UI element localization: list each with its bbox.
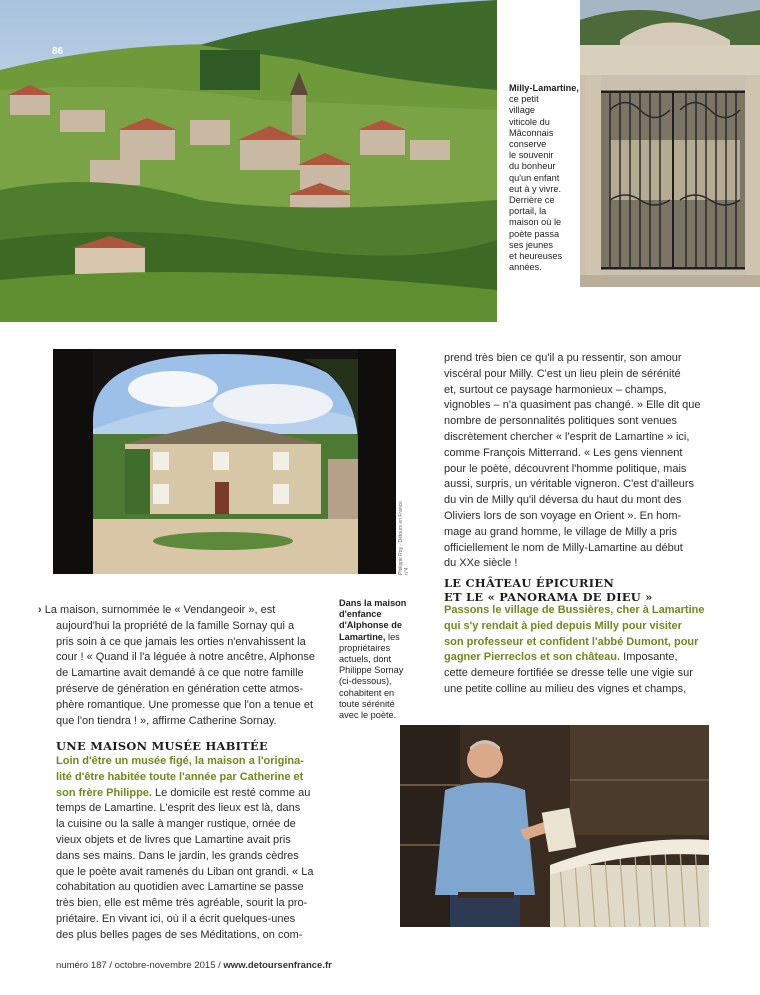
text-line: toute sérénité (339, 698, 395, 709)
text-span: préserve de génération en génération cette atmos- (56, 682, 304, 695)
issue-number: numéro 187 (56, 960, 107, 971)
text-line: avec le poète. (339, 710, 397, 721)
section-chateau-title-line2: ET LE « PANORAMA DE DIEU » (444, 590, 653, 604)
text-line: une petite colline au milieu des vignes et champs, (444, 682, 687, 695)
section-maison-title: UNE MAISON MUSÉE HABITÉE (56, 739, 268, 753)
text-line: la cuisine ou la salle à manger rustique, ornée de (56, 818, 296, 831)
text-line (38, 666, 330, 682)
text-line: priétaire. En vivant ici, où il a écrit quelques-unes (56, 912, 296, 925)
text-span: son professeur et confident l'abbé Dumont, pour (444, 635, 699, 648)
text-span: lité d'être habitée toute l'année par Catherine et (56, 770, 304, 783)
text-line: des plus belles pages de ses Méditations, on com- (56, 928, 303, 941)
village-landscape-illustration (0, 0, 497, 322)
text-span: Le domicile est resté comme au (151, 786, 311, 799)
section-maison-body (56, 754, 332, 944)
text-line (38, 682, 330, 698)
text-line: propriétaires (339, 642, 391, 653)
text-line: du vin de Milly qu'il déversa du haut du mont des (444, 494, 682, 507)
section-chateau-title-line1: LE CHÂTEAU ÉPICURIEN (444, 576, 615, 590)
article-right-top (444, 351, 712, 572)
text-line: ses jeunes (509, 239, 553, 250)
text-line: et, surtout ce paysage harmonieux – champs, (444, 383, 667, 396)
text-span: La maison, surnommée le « Vendangeoir », est (44, 604, 276, 616)
text-line: maison où le (509, 217, 562, 228)
text-line: d'Alphonse de (339, 620, 402, 631)
text-line: conserve (509, 139, 547, 150)
text-line: poète passa (509, 228, 560, 239)
text-line: du bonheur (509, 161, 556, 172)
text-line: aussi, surpris, un véritable vigneron. C'est d'ailleurs (444, 478, 694, 491)
text-line: cette demeure fortifiée se dresse telle une vigie sur (444, 667, 693, 680)
text-line: vieux objets et de livres que Lamartine avait pris (56, 833, 291, 846)
text-span: › (38, 604, 45, 616)
text-line: d'enfance (339, 609, 382, 620)
text-line (38, 635, 330, 651)
footer-separator: / (215, 960, 224, 971)
house-photo (53, 349, 396, 574)
text-line (38, 619, 330, 635)
text-span: qui s'y rendait à pied depuis Milly pour visiter (444, 619, 682, 632)
text-span: aujourd'hui la propriété de la famille Sornay qui a (56, 619, 295, 632)
text-line: Mâconnais (509, 127, 554, 138)
text-line: viticole du (509, 116, 550, 127)
text-line: que le poète avait ramenés du Liban ont grandi. « La (56, 865, 314, 878)
photo-credit: Philippe Roy · Détours en France n°4 (398, 501, 410, 575)
text-span: gagner Pierreclos et son château. (444, 651, 621, 664)
text-line: ce petit (509, 94, 539, 105)
text-line: viscéral pour Milly. C'est un lieu plein de sérénité (444, 367, 681, 380)
text-line: Derrière ce (509, 195, 555, 206)
text-line (56, 770, 332, 786)
text-span: Passons le village de Bussières, cher à Lamartine (444, 604, 705, 616)
text-span: de Lamartine avait demandé à ce que notre famille (56, 667, 304, 680)
text-line (38, 650, 330, 666)
text-span: cour ! « Quand il l'a léguée à notre ancêtre, Alphonse (56, 651, 315, 664)
text-span: phère romantique. Une promesse que l'on a tenue et (56, 698, 314, 711)
text-line: nombre de personnalités politiques sont venues (444, 415, 677, 428)
text-line: actuels, dont (339, 654, 392, 665)
text-line (56, 786, 332, 802)
text-line: prend très bien ce qu'il a pu ressentir, son amour (444, 352, 682, 364)
text-line: temps de Lamartine. L'esprit des lieux est là, dans (56, 802, 301, 815)
text-line (38, 714, 330, 730)
man-with-books-illustration (400, 725, 709, 927)
text-line: Lamartine, les (339, 631, 400, 642)
iron-gate-illustration (580, 0, 760, 287)
philippe-photo (400, 725, 709, 927)
text-span: pris soin à ce que jamais les orties n'envahissent la (56, 635, 306, 648)
text-line: dans ses mains. Dans le jardin, les grands cèdres (56, 849, 299, 862)
text-line: Philippe Sornay (339, 665, 404, 676)
text-line: comme François Mitterrand. « Les gens viennent (444, 446, 683, 459)
text-line: Oliviers lors de son voyage en Orient ». En hom- (444, 509, 682, 522)
village-caption-text (509, 94, 579, 273)
text-line: (ci-dessous), (339, 676, 392, 687)
text-line: officiellement le nom de Milly-Lamartine au début (444, 541, 683, 554)
text-line: très bien, elle est même très agréable, sourit la pro- (56, 897, 308, 910)
text-line (38, 603, 330, 619)
text-line: vignobles – n'a quasiment pas changé. » Elle dit que (444, 399, 701, 412)
gate-photo (580, 0, 760, 287)
text-span: Imposante, (620, 651, 678, 664)
text-line: le souvenir (509, 150, 554, 161)
text-span: que l'on tiendra ! », affirme Catherine Sornay. (56, 714, 277, 727)
text-line: cohabitent en (339, 687, 395, 698)
text-line: discrètement chercher « l'esprit de Lamartine » ici, (444, 430, 690, 443)
footer-separator: / (106, 960, 115, 971)
text-line (444, 635, 712, 651)
text-line (444, 603, 712, 619)
text-line (56, 754, 332, 770)
article-left-top (38, 603, 330, 729)
village-photo (0, 0, 497, 322)
website-link[interactable]: www.detoursenfrance.fr (223, 960, 332, 971)
text-line: du XXe siècle ! (444, 557, 518, 570)
text-line: pour le poète, découvrent l'homme politique, mais (444, 462, 687, 475)
village-caption-title: Milly-Lamartine, (509, 83, 579, 93)
text-line: eut à y vivre. (509, 183, 562, 194)
issue-date: octobre-novembre 2015 (114, 960, 216, 971)
text-line: qu'un enfant (509, 172, 560, 183)
owners-caption-text (339, 643, 421, 721)
section-chateau-body (444, 603, 712, 698)
text-line: et heureuses (509, 251, 563, 262)
text-line: cohabitation au quotidien avec Lamartine se passe (56, 881, 304, 894)
text-line: années. (509, 262, 542, 273)
page-footer (56, 960, 332, 971)
text-span: les (385, 631, 400, 642)
text-span: Loin d'être un musée figé, la maison a l'origina- (56, 755, 304, 767)
owners-caption-title (339, 598, 421, 643)
text-line: Dans la maison (339, 598, 407, 608)
text-line (444, 650, 712, 666)
text-line (38, 698, 330, 714)
text-line: portail, la (509, 206, 547, 217)
text-line: mage au grand homme, le village de Milly a pris (444, 525, 677, 538)
text-span: son frère Philippe. (56, 786, 152, 799)
village-caption (509, 83, 579, 273)
owners-caption (339, 598, 421, 721)
page-number: 86 (52, 46, 64, 57)
text-line: village (509, 105, 536, 116)
manor-house-illustration (53, 349, 396, 574)
section-chateau-title (444, 576, 712, 604)
text-line (444, 619, 712, 635)
